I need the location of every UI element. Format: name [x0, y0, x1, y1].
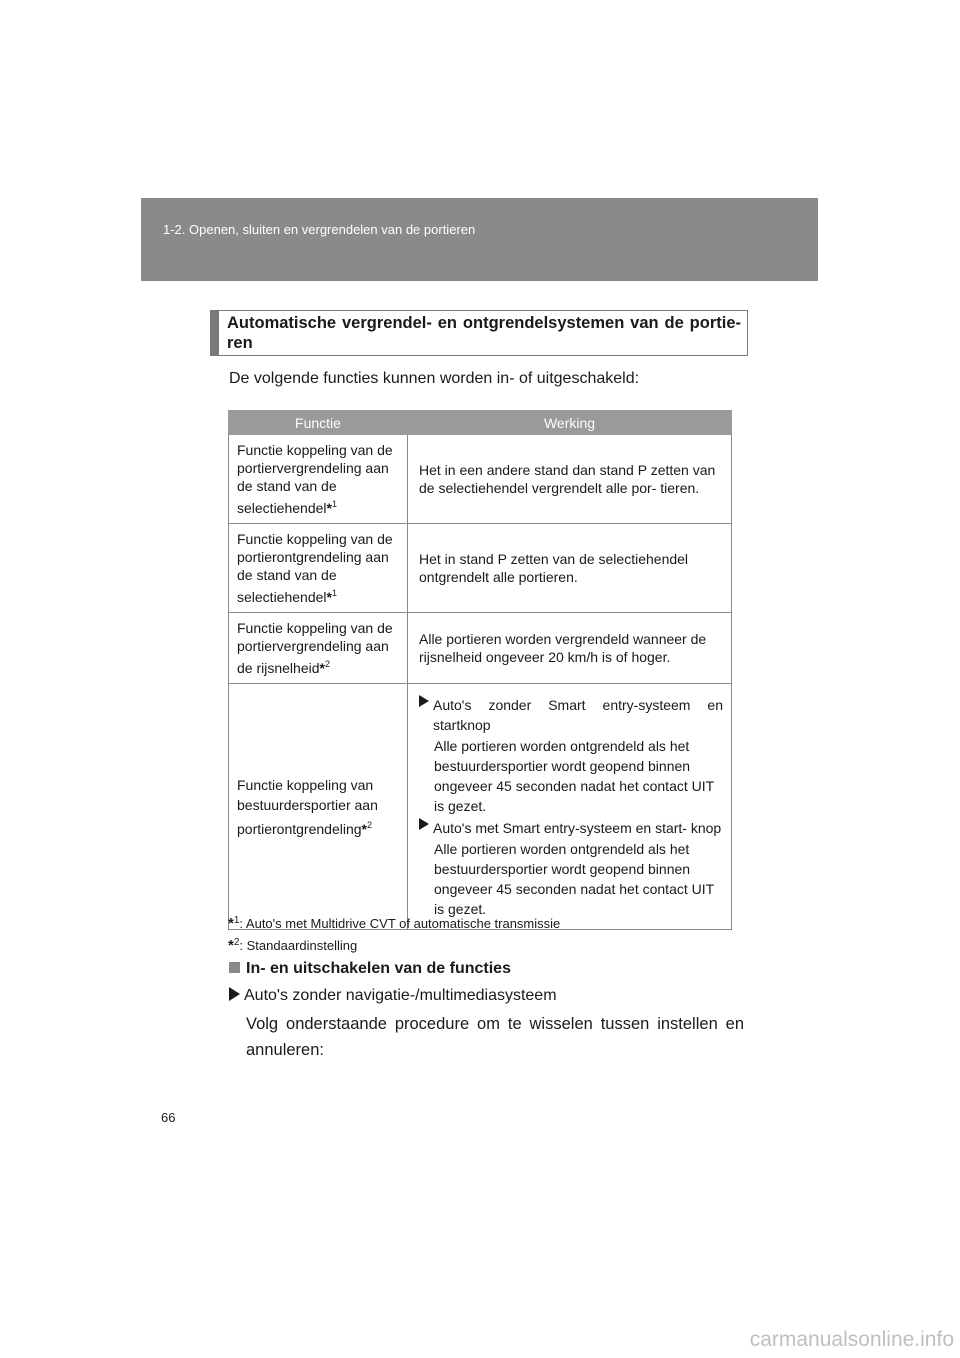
- footnote-star-icon: *: [228, 915, 234, 932]
- bullet-item: Auto's zonder navigatie-/multimediasysteem: [229, 987, 557, 1005]
- footnote-ref: 2: [324, 659, 330, 669]
- function-name: Functie koppeling van de portiervergrendeling aan de stand van de selectiehendel: [237, 442, 393, 516]
- column-header-operation: Werking: [408, 411, 732, 435]
- function-name: Functie koppeling van de portiervergrendeling aan de rijsnelheid: [237, 620, 393, 676]
- section-title-accent-bar: [211, 311, 219, 355]
- operation-cell: Alle portieren worden vergrendeld wanneer de rijsnelheid ongeveer 20 km/h is of hoger.: [408, 613, 732, 684]
- footnote-ref: 1: [331, 499, 337, 509]
- operation-cell: Het in stand P zetten van de selectiehendel ontgrendelt alle portieren.: [408, 524, 732, 613]
- function-cell: [229, 684, 408, 930]
- section-title-box: [210, 310, 748, 356]
- triangle-bullet-icon: [419, 695, 429, 707]
- footnote-star-icon: *: [326, 500, 332, 516]
- chapter-header-band: [141, 198, 818, 281]
- function-cell: [229, 524, 408, 613]
- section-title: Automatische vergrendel- en ontgrendelsystemen van de portie- ren: [227, 314, 741, 352]
- footnote-star-icon: *: [228, 937, 234, 954]
- footnotes: [228, 911, 560, 955]
- variant-body: Alle portieren worden ontgrendeld als het bestuurdersportier wordt geopend binnen ongeveer 45 seconden nadat het contact UIT is gezet.: [434, 840, 714, 917]
- page-number: 66: [161, 1110, 176, 1125]
- table-header-row: [229, 411, 732, 435]
- watermark: carmanualsonline.info: [749, 1328, 954, 1351]
- variant-heading: Auto's zonder Smart entry-systeem en startknop: [419, 695, 723, 735]
- table-row: [229, 524, 732, 613]
- operation-cell: [408, 684, 732, 930]
- variant-body: Alle portieren worden ontgrendeld als het bestuurdersportier wordt geopend binnen ongeveer 45 seconden nadat het contact UIT is gezet.: [434, 737, 714, 814]
- table-row: [229, 613, 732, 684]
- function-name: Functie koppeling van de portierontgrendeling aan de stand van de selectiehendel: [237, 531, 393, 605]
- chapter-title: 1-2. Openen, sluiten en vergrendelen van de portieren: [163, 222, 476, 237]
- subheading: In- en uitschakelen van de functies: [229, 960, 511, 978]
- function-name: Functie koppeling van bestuurdersportier aan portierontgrendeling: [237, 776, 378, 837]
- table-row: [229, 435, 732, 524]
- footnote-star-icon: *: [361, 820, 367, 837]
- footnote-star-icon: *: [319, 660, 325, 676]
- variant-heading: Auto's met Smart entry-systeem en start- knop: [419, 818, 723, 838]
- table-row: [229, 684, 732, 930]
- function-cell: [229, 613, 408, 684]
- function-table: [228, 410, 732, 930]
- square-bullet-icon: [229, 962, 240, 973]
- footnote: *$^1$: Auto's met Multidrive CVT of automatische transmissie: [228, 915, 561, 932]
- footnote-ref: 1: [331, 588, 337, 598]
- function-cell: [229, 435, 408, 524]
- triangle-bullet-icon: [419, 818, 429, 830]
- procedure-paragraph: Volg onderstaande procedure om te wisselen tussen instellen en annuleren:: [246, 1015, 744, 1059]
- footnote: *$^2$: Standaardinstelling: [228, 937, 358, 954]
- column-header-function: Functie: [229, 411, 408, 435]
- intro-text: De volgende functies kunnen worden in- of uitgeschakeld:: [229, 370, 640, 387]
- footnote-ref: 2: [366, 819, 372, 830]
- triangle-bullet-icon: [229, 987, 240, 1001]
- footnote-star-icon: *: [326, 589, 332, 605]
- operation-cell: Het in een andere stand dan stand P zetten van de selectiehendel vergrendelt alle por- tieren.: [408, 435, 732, 524]
